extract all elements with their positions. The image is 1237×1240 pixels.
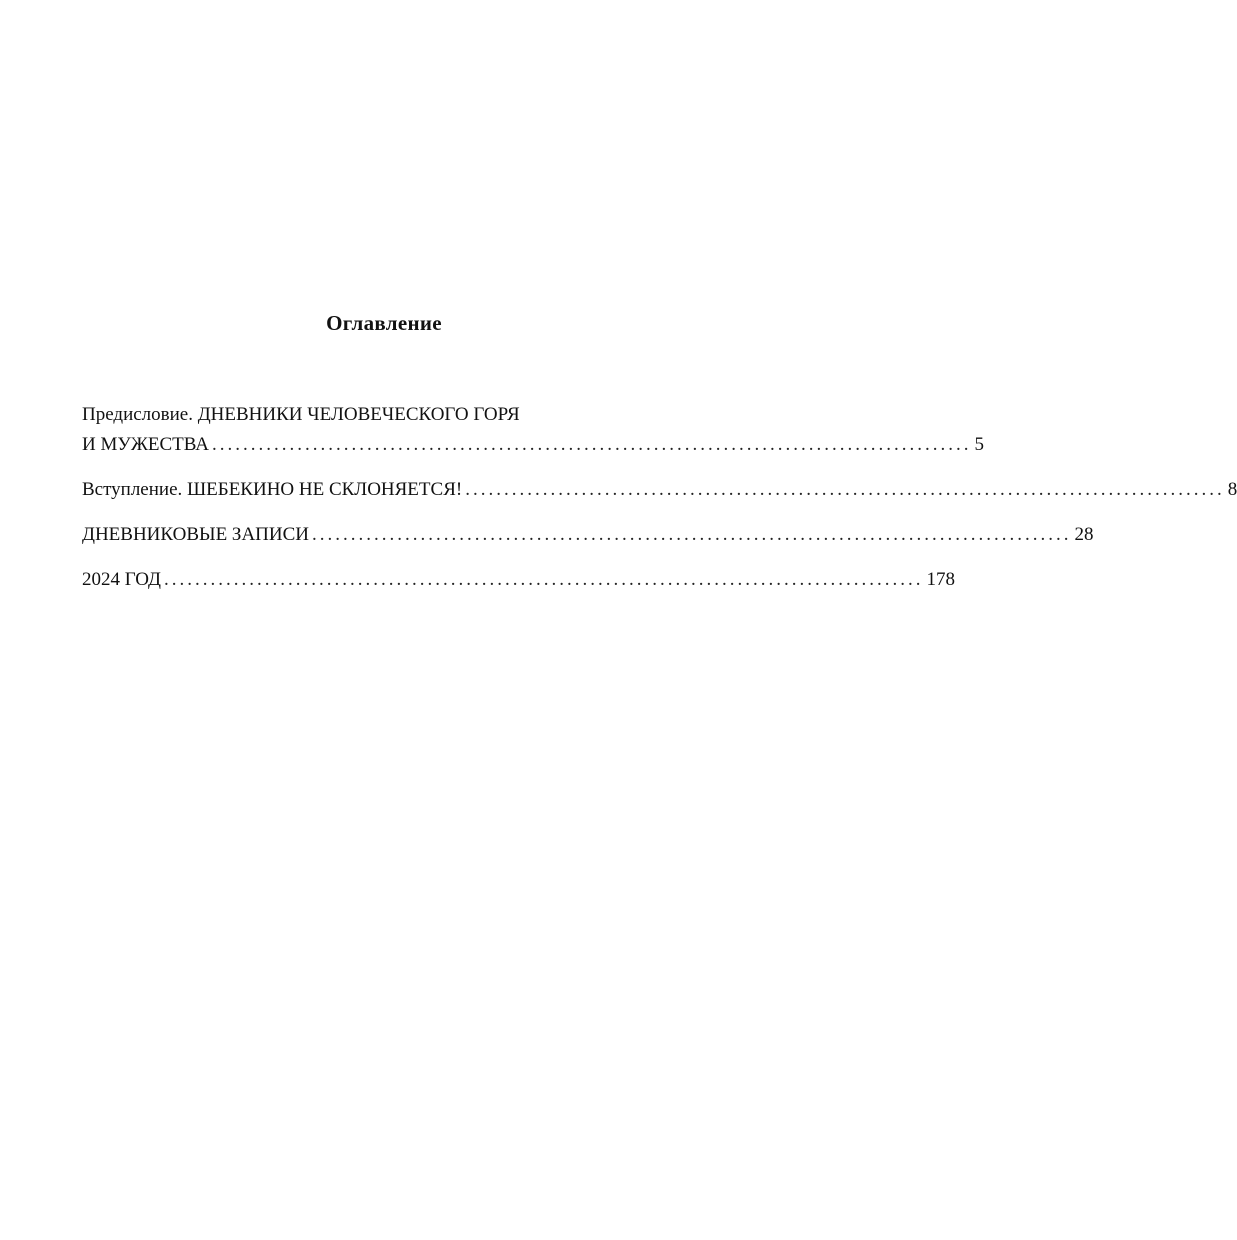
toc-entry-2024[interactable] — [82, 565, 955, 595]
toc-entry-title-line1: Предисловие. ДНЕВНИКИ ЧЕЛОВЕЧЕСКОГО ГОРЯ — [82, 404, 520, 425]
toc-leader-dots: .................................................................................................. — [164, 569, 924, 590]
toc-leader-dots: .................................................................................................. — [211, 434, 972, 455]
toc-entry-title: Вступление. ШЕБЕКИНО НЕ СКЛОНЯЕТСЯ! — [82, 479, 463, 500]
toc-entry-line — [82, 520, 1094, 550]
page-title: Оглавление — [326, 311, 442, 335]
toc-page-number: 178 — [926, 569, 955, 590]
toc-entry-line — [82, 475, 1237, 505]
toc-leader-dots: .................................................................................................. — [312, 524, 1072, 545]
toc-page-number: 5 — [974, 434, 984, 455]
table-of-contents — [82, 400, 1237, 595]
toc-entry-line — [82, 565, 955, 595]
toc-entry-introduction[interactable] — [82, 475, 1237, 505]
toc-page-number: 28 — [1074, 524, 1094, 545]
toc-entry-title: ДНЕВНИКОВЫЕ ЗАПИСИ — [82, 524, 309, 545]
toc-entry-line — [82, 430, 984, 460]
toc-entry-diary-records[interactable] — [82, 520, 1094, 550]
toc-leader-dots: .................................................................................................. — [465, 479, 1225, 500]
toc-entry-title-line2: И МУЖЕСТВА — [82, 434, 209, 455]
toc-page-number: 8 — [1227, 479, 1237, 500]
toc-entry-title: 2024 ГОД — [82, 569, 161, 590]
toc-entry-foreword[interactable] — [82, 400, 984, 460]
